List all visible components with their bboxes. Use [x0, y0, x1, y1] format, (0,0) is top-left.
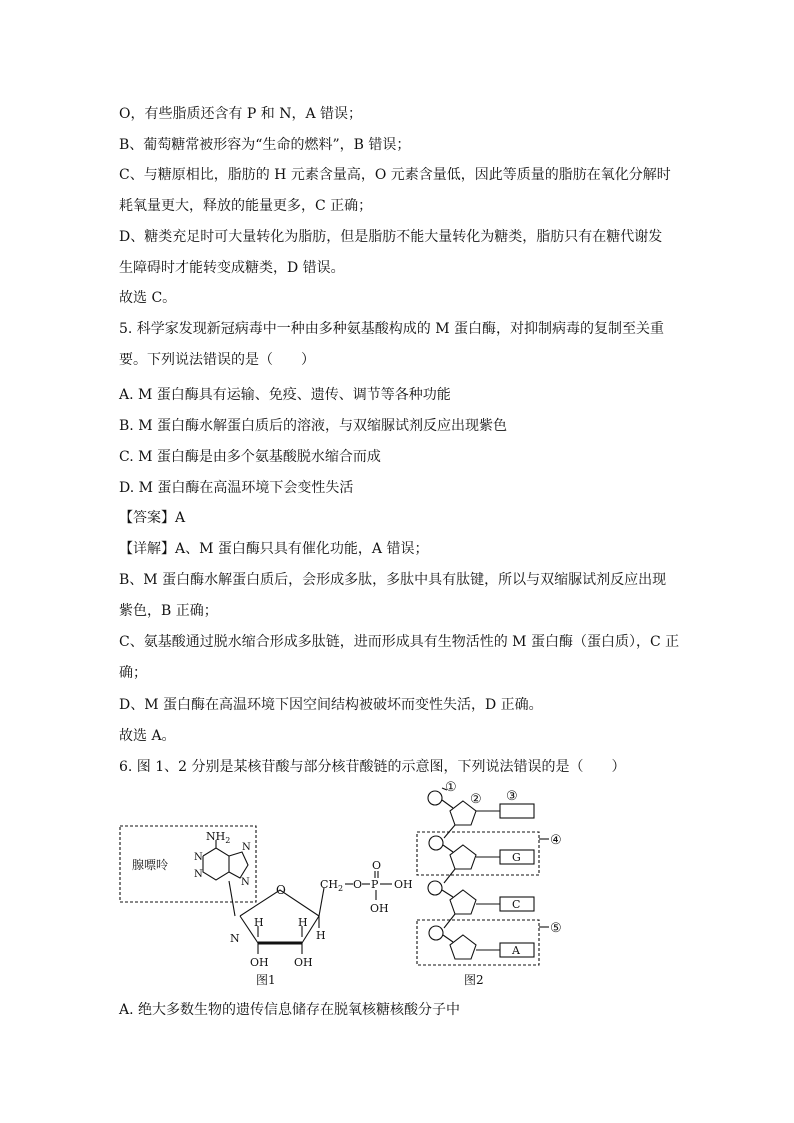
phosphate-circle-4	[429, 926, 443, 940]
text-line: B、葡萄糖常被形容为“生命的燃料”，B 错误；	[119, 137, 411, 153]
ch2-label: $CH_2$	[320, 878, 344, 893]
ring-n5: N	[230, 932, 240, 945]
marker-5: ⑤	[550, 921, 562, 936]
purine-five-ring	[229, 852, 248, 878]
q5-option-c: C. M 蛋白酶是由多个氨基酸脱水缩合而成	[119, 449, 381, 465]
phosphate-circle-2	[429, 836, 443, 850]
p-oh-right-label: OH	[394, 878, 413, 891]
ester-o-label: O	[353, 878, 363, 891]
figure-2-caption: 图2	[464, 973, 484, 987]
ring-n2: N	[194, 869, 203, 880]
ring-n3: N	[242, 842, 251, 853]
chain-bond-2	[444, 869, 455, 883]
question-5-stem: 要。下列说法错误的是（ ）	[119, 352, 315, 368]
explanation-line: D、M 蛋白酶在高温环境下因空间结构被破坏而变性失活，D 正确。	[119, 697, 543, 713]
question-5-stem: 5. 科学家发现新冠病毒中一种由多种氨基酸构成的 M 蛋白酶，对抑制病毒的复制至关重	[119, 321, 665, 337]
figure-2	[417, 788, 549, 965]
oh-label-1: OH	[250, 956, 269, 969]
text-line: D、糖类充足时可大量转化为脂肪，但是脂肪不能大量转化为糖类，脂肪只有在糖代谢发	[119, 229, 663, 245]
text-line: C、与糖原相比，脂肪的 H 元素含量高，O 元素含量低，因此等质量的脂肪在氧化分解时	[119, 167, 671, 183]
ring-n4: N	[241, 877, 250, 888]
pentose-2	[450, 845, 476, 869]
explanation-line: C、氨基酸通过脱水缩合形成多肽链，进而形成具有生物活性的 M 蛋白酶（蛋白质），C 正	[119, 634, 680, 650]
base-a-label: A	[512, 944, 520, 957]
p-sugar-bond-1	[442, 800, 453, 808]
phosphate-circle-1	[428, 791, 442, 805]
explanation-line: 确；	[119, 665, 147, 681]
p-oh-bottom-label: OH	[370, 902, 389, 915]
text-line: 耗氧量更大，释放的能量更多，C 正确；	[119, 198, 373, 214]
q6-option-a: A. 绝大多数生物的遗传信息储存在脱氧核糖核酸分子中	[119, 1002, 461, 1018]
question-6-stem: 6. 图 1、2 分别是某核苷酸与部分核苷酸链的示意图，下列说法错误的是（ ）	[119, 759, 626, 775]
marker-3: ③	[506, 789, 518, 804]
base-c-label: C	[512, 898, 521, 911]
p-sugar-bond-4	[443, 935, 453, 942]
phosphate-circle-3	[428, 881, 442, 895]
marker-4: ④	[550, 833, 562, 848]
q5-option-d: D. M 蛋白酶在高温环境下会变性失活	[119, 480, 354, 496]
answer-label: 【答案】A	[119, 510, 186, 526]
explanation-line: B、M 蛋白酶水解蛋白质后，会形成多肽，多肽中具有肽键，所以与双缩脲试剂反应出现	[119, 572, 667, 588]
explanation-line: 故选 A。	[119, 728, 176, 744]
h-label-2: H	[298, 916, 308, 929]
marker-2: ②	[470, 792, 482, 807]
explanation-line: 紫色，B 正确；	[119, 603, 218, 619]
text-line: 故选 C。	[119, 290, 177, 306]
marker-1: ①	[445, 780, 457, 795]
pentose-3	[450, 890, 476, 914]
pentose-4	[450, 935, 476, 959]
purine-six-ring	[203, 848, 229, 880]
nh2-label: $NH_2$	[206, 830, 231, 845]
p-label: P	[371, 878, 379, 891]
figure-1-caption: 图1	[256, 973, 276, 987]
oh-label-2: OH	[294, 956, 313, 969]
chain-bond-3	[444, 914, 455, 928]
ribose-o-label: O	[276, 883, 286, 897]
p-sugar-bond-3	[442, 890, 453, 897]
glycosidic-bond	[229, 881, 235, 916]
h-label-3: H	[316, 929, 326, 942]
q5-option-b: B. M 蛋白酶水解蛋白质后的溶液，与双缩脲试剂反应出现紫色	[119, 418, 507, 434]
adenine-label: 腺嘌呤	[132, 858, 169, 872]
p-sugar-bond-2	[443, 845, 453, 852]
q5-option-a: A. M 蛋白酶具有运输、免疫、遗传、调节等各种功能	[119, 387, 451, 403]
h-label-1: H	[254, 916, 264, 929]
figure-area	[110, 778, 590, 990]
figure-1	[120, 826, 392, 954]
ring-n1: N	[194, 852, 203, 863]
explanation-line: 【详解】A、M 蛋白酶只具有催化功能，A 错误；	[119, 541, 429, 557]
nucleotide-figures	[110, 778, 590, 990]
p-top-o-label: O	[372, 859, 382, 872]
base-g-label: G	[512, 851, 521, 864]
text-line: O，有些脂质还含有 P 和 N，A 错误；	[119, 106, 363, 122]
text-line: 生障碍时才能转变成糖类，D 错误。	[119, 260, 345, 276]
base-box-3	[500, 804, 534, 818]
ch2-bond	[319, 888, 324, 916]
